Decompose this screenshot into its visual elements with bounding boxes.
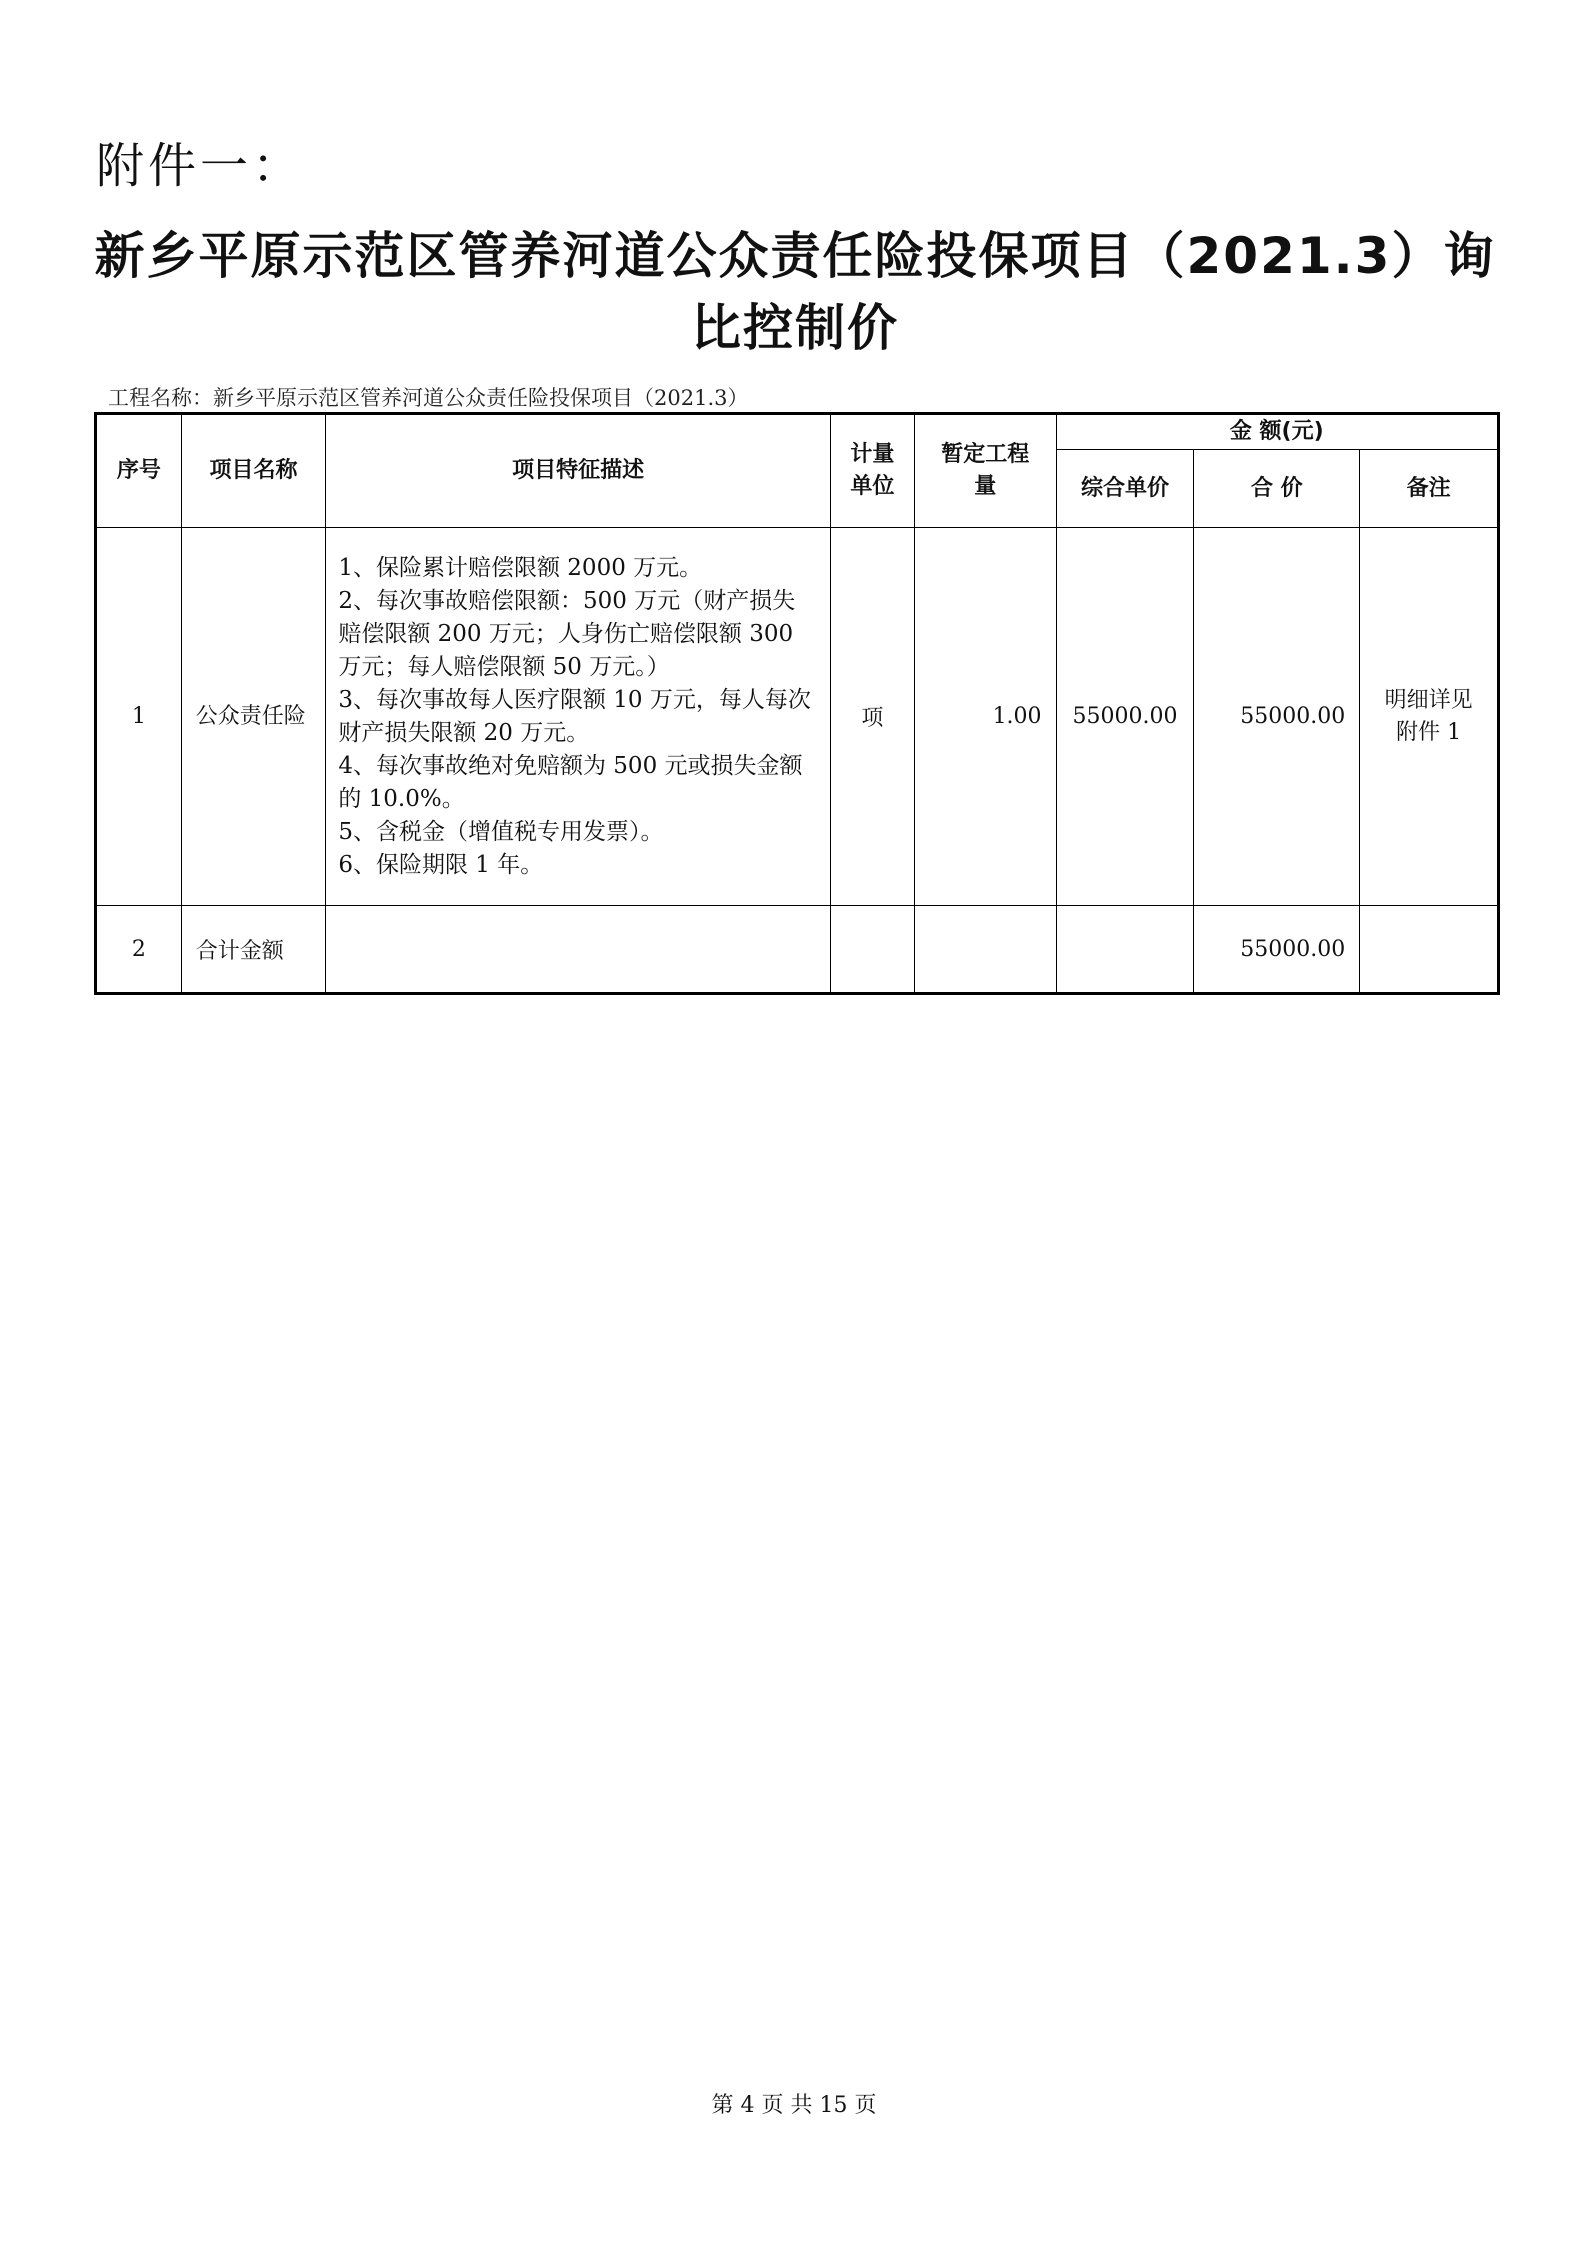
header-unit-price: 综合单价 (1056, 450, 1194, 528)
header-total: 合 价 (1194, 450, 1360, 528)
header-seq: 序号 (96, 414, 182, 528)
row-qty: 1.00 (914, 528, 1056, 906)
header-note: 备注 (1360, 450, 1499, 528)
project-name-line: 工程名称：新乡平原示范区管养河道公众责任险投保项目（2021.3） (108, 386, 749, 410)
table-row (96, 906, 1499, 994)
desc-line: 4、每次事故绝对免赔额为 500 元或损失金额的 10.0%。 (338, 752, 803, 812)
row-unit: 项 (830, 528, 914, 906)
row-description (326, 906, 831, 994)
attachment-label: 附件一： (96, 138, 305, 194)
desc-line: 2、每次事故赔偿限额：500 万元（财产损失赔偿限额 200 万元；人身伤亡赔偿限额 300 万元；每人赔偿限额 50 万元。） (338, 587, 796, 680)
desc-line: 1、保险累计赔偿限额 2000 万元。 (338, 554, 703, 581)
header-qty: 暂定工程量 (914, 414, 1056, 528)
title-line-2: 比控制价 (691, 299, 899, 357)
desc-line: 5、含税金（增值税专用发票）。 (338, 818, 664, 845)
row-name: 合计金额 (181, 906, 326, 994)
row-qty (914, 906, 1056, 994)
price-table (94, 412, 1500, 995)
row-total: 55000.00 (1194, 906, 1360, 994)
row-seq: 2 (96, 906, 182, 994)
desc-line: 6、保险期限 1 年。 (338, 851, 544, 878)
desc-line: 3、每次事故每人医疗限额 10 万元，每人每次财产损失限额 20 万元。 (338, 686, 811, 746)
row-name: 公众责任险 (181, 528, 326, 906)
row-note (1360, 906, 1499, 994)
table-row (96, 528, 1499, 906)
header-unit: 计量单位 (830, 414, 914, 528)
row-description (326, 528, 831, 906)
row-seq: 1 (96, 528, 182, 906)
row-note: 明细详见附件 1 (1360, 528, 1499, 906)
page-footer: 第 4 页 共 15 页 (711, 2093, 877, 2118)
row-unit-price (1056, 906, 1194, 994)
title-line-1: 新乡平原示范区管养河道公众责任险投保项目（2021.3）询 (94, 227, 1496, 285)
row-unit (830, 906, 914, 994)
header-name: 项目名称 (181, 414, 326, 528)
header-desc: 项目特征描述 (326, 414, 831, 528)
document-title (90, 220, 1500, 364)
row-total: 55000.00 (1194, 528, 1360, 906)
header-row-1 (96, 414, 1499, 450)
row-unit-price: 55000.00 (1056, 528, 1194, 906)
header-amount-group: 金 额(元) (1056, 414, 1498, 450)
